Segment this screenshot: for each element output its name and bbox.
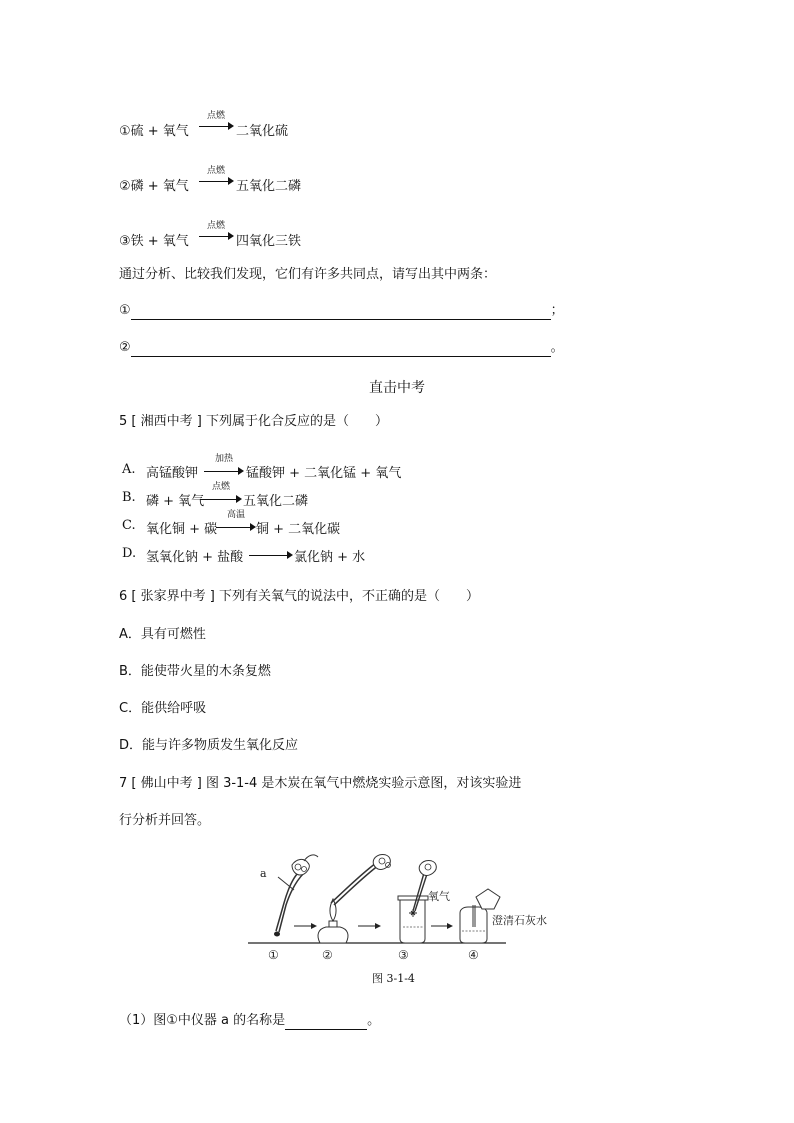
sub-question-end: 。 [367,1013,381,1028]
equation-reactants: ①硫 + 氧气 [119,124,189,139]
option-left: 氢氧化钠 + 盐酸 [146,550,244,565]
equation-reactants: ②磷 + 氧气 [119,179,189,194]
question-6-stem: 6 [ 张家界中考 ] 下列有关氧气的说法中，不正确的是（ ） [119,589,479,604]
reaction-condition: 高温 [226,510,245,520]
answer-line-1 [119,302,564,320]
reaction-condition: 点燃 [206,221,225,231]
question-7-stem-line-1: 7 [ 佛山中考 ] 图 3-1-4 是木炭在氧气中燃烧实验示意图，对该实验进 [119,776,522,791]
label-limewater: 澄清石灰水 [492,914,547,927]
step-label-4: ④ [468,948,479,962]
label-a: a [260,867,267,880]
equation-product: 二氧化硫 [236,124,289,139]
option-letter: A. [122,462,136,477]
equation-product: 五氧化二磷 [236,179,302,194]
experiment-diagram [248,853,568,971]
section-title: 直击中考 [369,380,425,396]
option-right: 五氧化二磷 [243,494,309,509]
step-label-1: ① [268,948,279,962]
step-label-3: ③ [398,948,409,962]
alcohol-lamp-illustration [318,855,391,944]
option-left: 高锰酸钾 [146,466,199,481]
answer-marker: ② [119,340,131,355]
reaction-condition: 点燃 [206,166,225,176]
reaction-arrow [199,111,233,134]
option-right: 锰酸钾 + 二氧化锰 + 氧气 [246,466,402,481]
answer-blank[interactable] [285,1015,367,1030]
reaction-arrow [249,546,293,562]
process-arrow-2 [358,923,381,929]
reaction-condition: 点燃 [211,482,230,492]
reaction-condition: 点燃 [206,111,225,121]
option-letter: B. [122,490,136,505]
question-6-option-a: A．具有可燃性 [119,627,206,642]
answer-end: 。 [550,340,564,355]
answer-blank[interactable] [131,342,551,357]
question-6-option-d: D．能与许多物质发生氧化反应 [119,738,299,753]
option-left: 氧化铜 + 碳 [146,522,218,537]
option-right: 铜 + 二氧化碳 [256,522,341,537]
process-arrow-3 [431,923,453,929]
experiment-figure [248,853,568,988]
option-right: 氯化钠 + 水 [294,550,366,565]
question-7-stem-line-2: 行分析并回答。 [119,813,211,828]
equation-reactants: ③铁 + 氧气 [119,234,189,249]
process-arrow-1 [294,923,317,929]
sub-question-text: （1）图①中仪器 a 的名称是 [119,1013,286,1028]
figure-caption: 图 3-1-4 [372,972,415,985]
option-letter: C. [122,518,136,533]
option-left: 磷 + 氧气 [146,494,205,509]
reaction-arrow [204,454,244,478]
label-oxygen: 氧气 [428,890,450,903]
question-6-option-b: B．能使带火星的木条复燃 [119,664,271,679]
answer-end: ； [550,303,564,318]
reaction-arrow [199,221,233,244]
answer-marker: ① [119,303,131,318]
answer-line-2 [119,339,564,357]
step-label-2: ② [322,948,333,962]
reaction-arrow [199,166,233,189]
reaction-arrow [216,510,256,534]
reaction-arrow [200,482,242,506]
equation-product: 四氧化三铁 [236,234,302,249]
option-letter: D. [122,546,137,561]
question-7-sub-1 [119,1012,380,1030]
answer-blank[interactable] [131,305,551,320]
reaction-condition: 加热 [214,454,233,464]
question-5-stem: 5 [ 湘西中考 ] 下列属于化合反应的是（ ） [119,414,388,429]
question-prompt: 通过分析、比较我们发现，它们有许多共同点，请写出其中两条： [119,267,497,282]
charcoal-piece [274,932,280,937]
pouring-beaker [476,889,500,909]
question-6-option-c: C．能供给呼吸 [119,701,207,716]
